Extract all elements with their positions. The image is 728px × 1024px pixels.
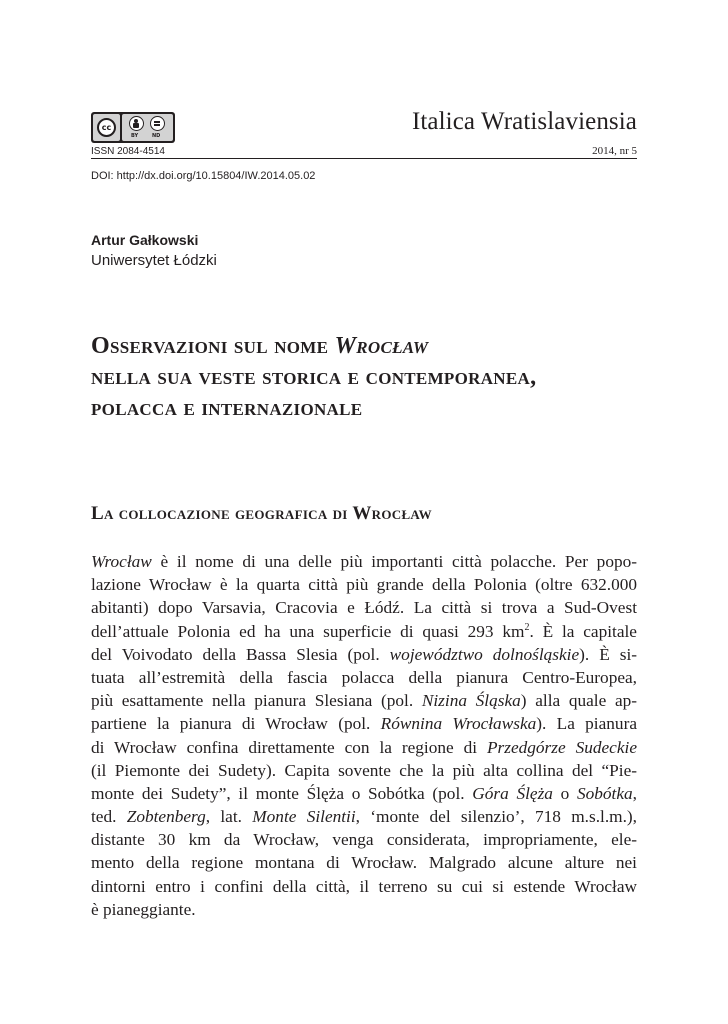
- body-line: del Voivodato della Bassa Slesia (pol. województwo dolnośląskie). È si-: [91, 644, 638, 664]
- body-line: mento della regione montana di Wrocław. Malgrado alcune alture nei: [91, 853, 637, 873]
- title-line-1: Osservazioni sul nome Wrocław: [91, 333, 429, 359]
- nd-label: ND: [152, 133, 161, 139]
- body-line: dintorni entro i confini della città, il terreno su cui si estende Wrocław: [91, 876, 637, 896]
- article-title: [91, 331, 637, 424]
- author-affiliation: Uniwersytet Łódzki: [91, 252, 217, 269]
- body-line: più esattamente nella pianura Slesiana (pol. Nizina Śląska) alla quale ap-: [91, 691, 638, 711]
- journal-title: Italica Wratislaviensia: [411, 108, 637, 135]
- body-paragraph: [91, 550, 637, 921]
- author-name: Artur Gałkowski: [91, 232, 199, 248]
- body-line: partiene la pianura di Wrocław (pol. Równina Wrocławska). La pianura: [91, 714, 637, 734]
- title-line-2: nella sua veste storica e contemporanea,: [91, 364, 537, 390]
- body-line: lazione Wrocław è la quarta città più grande della Polonia (oltre 632.000: [91, 575, 637, 595]
- attribution-icon: [129, 116, 144, 131]
- issn: ISSN 2084-4514: [91, 146, 165, 157]
- doi-link[interactable]: DOI: http://dx.doi.org/10.15804/IW.2014.05.02: [91, 170, 316, 182]
- body-line: ted. Zobtenberg, lat. Monte Silentii, ‘monte del silenzio’, 718 m.s.l.m.),: [91, 807, 637, 827]
- issue-number: 2014, nr 5: [592, 145, 637, 157]
- body-line: abitanti) dopo Varsavia, Cracovia e Łódź. La città si trova a Sud-Ovest: [91, 598, 637, 618]
- creative-commons-icon: cc: [97, 118, 116, 137]
- cc-license-badge[interactable]: [91, 112, 175, 143]
- body-line: tuata all’estremità della fascia polacca della pianura Centro-Europea,: [91, 667, 637, 687]
- body-line: monte dei Sudety”, il monte Ślęża o Sobótka (pol. Góra Ślęża o Sobótka,: [91, 783, 637, 803]
- body-line: distante 30 km da Wrocław, venga considerata, impropriamente, ele-: [91, 830, 637, 850]
- header-divider: [91, 158, 637, 159]
- title-line-3: polacca e internazionale: [91, 395, 363, 421]
- body-line: dell’attuale Polonia ed ha una superficie di quasi 293 $km^2$. È la capitale: [91, 621, 637, 641]
- by-label: BY: [131, 133, 139, 139]
- body-line: di Wrocław confina direttamente con la regione di Przedgórze Sudeckie: [91, 737, 637, 757]
- body-line: Wrocław è il nome di una delle più importanti città polacche. Per popo-: [91, 552, 637, 571]
- body-line: è pianeggiante.: [91, 899, 196, 919]
- section-heading: La collocazione geografica di Wrocław: [91, 503, 432, 524]
- no-derivatives-icon: [150, 116, 165, 131]
- body-line: (il Piemonte dei Sudety). Capita sovente che la più alta collina del “Pie-: [91, 760, 637, 780]
